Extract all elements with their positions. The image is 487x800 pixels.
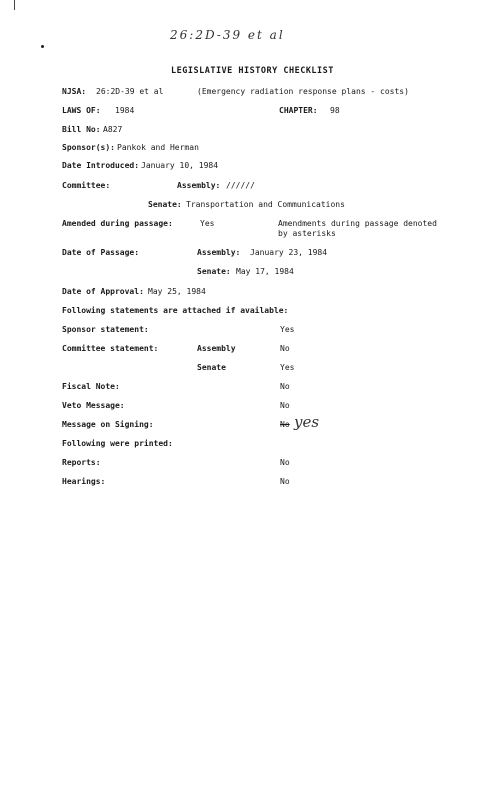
committee-senate-value: Transportation and Communications	[186, 200, 345, 209]
passage-assembly-value: January 23, 1984	[250, 248, 328, 257]
passage-label: Date of Passage:	[62, 248, 140, 257]
njsa-value: 26:2D-39 et al	[96, 87, 164, 96]
committee-senate-label: Senate:	[148, 200, 182, 209]
page-edge-mark	[14, 0, 15, 10]
handwritten-header: 26:2D-39 et al	[170, 28, 285, 42]
printed-heading: Following were printed:	[62, 439, 173, 448]
committee-statement-senate-label: Senate	[197, 363, 226, 372]
hearings-value: No	[280, 477, 290, 486]
amended-note-line2: by asterisks	[278, 229, 336, 238]
message-signing-struck-value: No	[280, 420, 290, 429]
passage-senate-label: Senate:	[197, 267, 231, 276]
attached-heading: Following statements are attached if available:	[62, 306, 289, 315]
hearings-label: Hearings:	[62, 477, 106, 486]
date-introduced-value: January 10, 1984	[141, 161, 219, 170]
njsa-label: NJSA:	[62, 87, 87, 96]
reports-value: No	[280, 458, 290, 467]
chapter-value: 98	[330, 106, 340, 115]
committee-statement-assembly-value: No	[280, 344, 290, 353]
njsa-subject: (Emergency radiation response plans - costs)	[197, 87, 409, 96]
committee-statement-assembly-label: Assembly	[197, 344, 236, 353]
committee-statement-senate-value: Yes	[280, 363, 295, 372]
sponsor-statement-label: Sponsor statement:	[62, 325, 149, 334]
scan-speck	[41, 45, 44, 48]
amended-note-line1: Amendments during passage denoted	[278, 219, 437, 228]
committee-assembly-value: //////	[226, 181, 255, 190]
approval-value: May 25, 1984	[148, 287, 206, 296]
passage-senate-value: May 17, 1984	[236, 267, 294, 276]
approval-label: Date of Approval:	[62, 287, 144, 296]
amended-value: Yes	[200, 219, 215, 228]
amended-label: Amended during passage:	[62, 219, 173, 228]
message-signing-label: Message on Signing:	[62, 420, 154, 429]
laws-of-value: 1984	[115, 106, 135, 115]
date-introduced-label: Date Introduced:	[62, 161, 140, 170]
sponsor-statement-value: Yes	[280, 325, 295, 334]
reports-label: Reports:	[62, 458, 101, 467]
committee-assembly-label: Assembly:	[177, 181, 221, 190]
bill-no-label: Bill No:	[62, 125, 101, 134]
page-title: LEGISLATIVE HISTORY CHECKLIST	[171, 66, 334, 76]
sponsors-label: Sponsor(s):	[62, 143, 115, 152]
committee-label: Committee:	[62, 181, 111, 190]
veto-message-value: No	[280, 401, 290, 410]
sponsors-value: Pankok and Herman	[117, 143, 199, 152]
message-signing-handwritten-value: yes	[294, 413, 320, 431]
fiscal-note-value: No	[280, 382, 290, 391]
bill-no-value: A827	[103, 125, 123, 134]
chapter-label: CHAPTER:	[279, 106, 318, 115]
committee-statement-label: Committee statement:	[62, 344, 159, 353]
passage-assembly-label: Assembly:	[197, 248, 241, 257]
veto-message-label: Veto Message:	[62, 401, 125, 410]
fiscal-note-label: Fiscal Note:	[62, 382, 120, 391]
laws-of-label: LAWS OF:	[62, 106, 101, 115]
